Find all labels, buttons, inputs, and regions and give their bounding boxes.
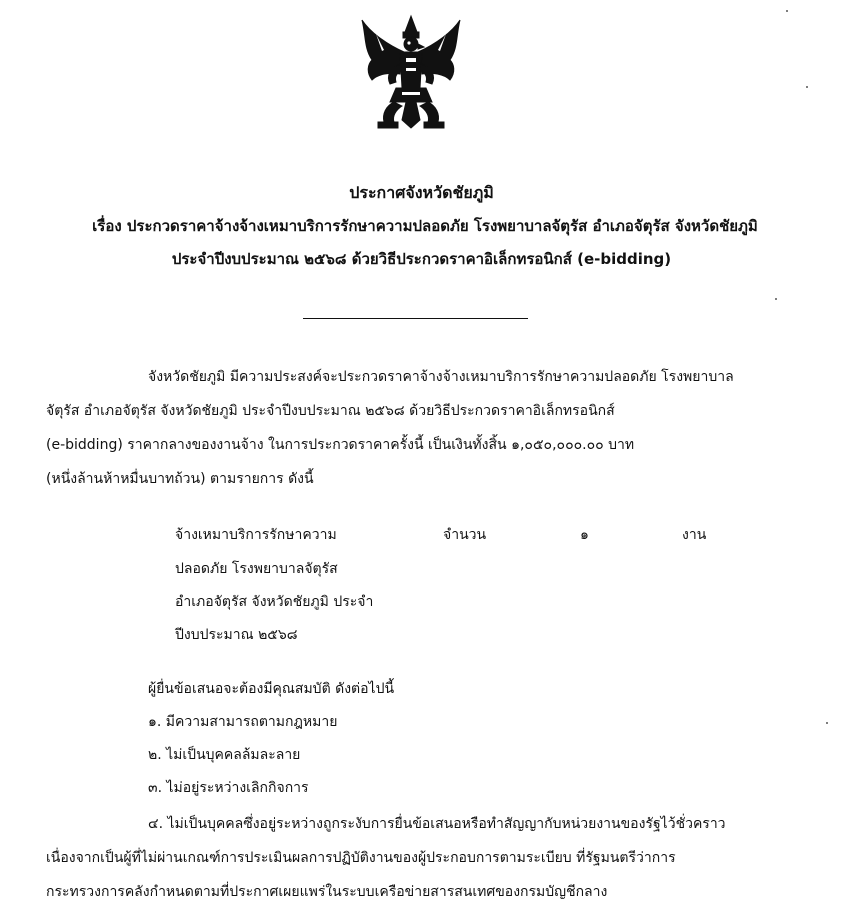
item-description-line-2: ปลอดภัย โรงพยาบาลจัตุรัส	[175, 561, 338, 577]
qualification-4-line-3: กระทรวงการคลังกำหนดตามที่ประกาศเผยแพร่ในระบบเครือข่ายสารสนเทศของกรมบัญชีกลาง	[46, 884, 608, 900]
scan-speck	[806, 86, 808, 88]
item-quantity-value: ๑	[580, 527, 589, 543]
qualification-4-line-2: เนื่องจากเป็นผู้ที่ไม่ผ่านเกณฑ์การประเมินผลการปฏิบัติงานของผู้ประกอบการตามระเบียบ ที่รัฐมนตรีว่าการ	[46, 850, 676, 866]
qualifications-heading: ผู้ยื่นข้อเสนอจะต้องมีคุณสมบัติ ดังต่อไปนี้	[148, 681, 395, 697]
title-divider	[303, 318, 528, 319]
intro-line-1: จังหวัดชัยภูมิ มีความประสงค์จะประกวดราคาจ้างจ้างเหมาบริการรักษาความปลอดภัย โรงพยาบาล	[148, 369, 734, 385]
qualification-1: ๑. มีความสามารถตามกฎหมาย	[148, 714, 338, 730]
scan-speck	[775, 298, 777, 300]
qualification-4-line-1: ๔. ไม่เป็นบุคคลซึ่งอยู่ระหว่างถูกระงับการยื่นข้อเสนอหรือทำสัญญากับหน่วยงานของรัฐไว้ชั่วคราว	[148, 816, 726, 832]
item-description-line-1: จ้างเหมาบริการรักษาความ	[175, 527, 337, 543]
item-unit: งาน	[682, 527, 707, 543]
document-title: ประกาศจังหวัดชัยภูมิ	[349, 183, 494, 202]
item-quantity-label: จำนวน	[443, 527, 487, 543]
garuda-emblem-icon	[356, 14, 466, 132]
qualification-3: ๓. ไม่อยู่ระหว่างเลิกกิจการ	[148, 780, 309, 796]
intro-line-2: จัตุรัส อำเภอจัตุรัส จังหวัดชัยภูมิ ประจำปีงบประมาณ ๒๕๖๘ ด้วยวิธีประกวดราคาอิเล็กทรอนิกส์	[46, 403, 615, 419]
intro-line-3: (e-bidding) ราคากลางของงานจ้าง ในการประกวดราคาครั้งนี้ เป็นเงินทั้งสิ้น ๑,๐๕๐,๐๐๐.๐๐ บาท	[46, 437, 635, 453]
qualification-2: ๒. ไม่เป็นบุคคลล้มละลาย	[148, 747, 301, 763]
scan-speck	[786, 10, 788, 12]
item-description-line-4: ปีงบประมาณ ๒๕๖๘	[175, 627, 298, 643]
intro-line-4: (หนึ่งล้านห้าหมื่นบาทถ้วน) ตามรายการ ดังนี้	[46, 471, 314, 487]
item-description-line-3: อำเภอจัตุรัส จังหวัดชัยภูมิ ประจำ	[175, 594, 374, 610]
scan-speck	[826, 722, 828, 724]
document-subject-line-1: เรื่อง ประกวดราคาจ้างจ้างเหมาบริการรักษาความปลอดภัย โรงพยาบาลจัตุรัส อำเภอจัตุรัส จังหวัดชัยภูมิ	[92, 217, 758, 235]
document-subject-line-2: ประจำปีงบประมาณ ๒๕๖๘ ด้วยวิธีประกวดราคาอิเล็กทรอนิกส์ (e-bidding)	[171, 250, 672, 268]
